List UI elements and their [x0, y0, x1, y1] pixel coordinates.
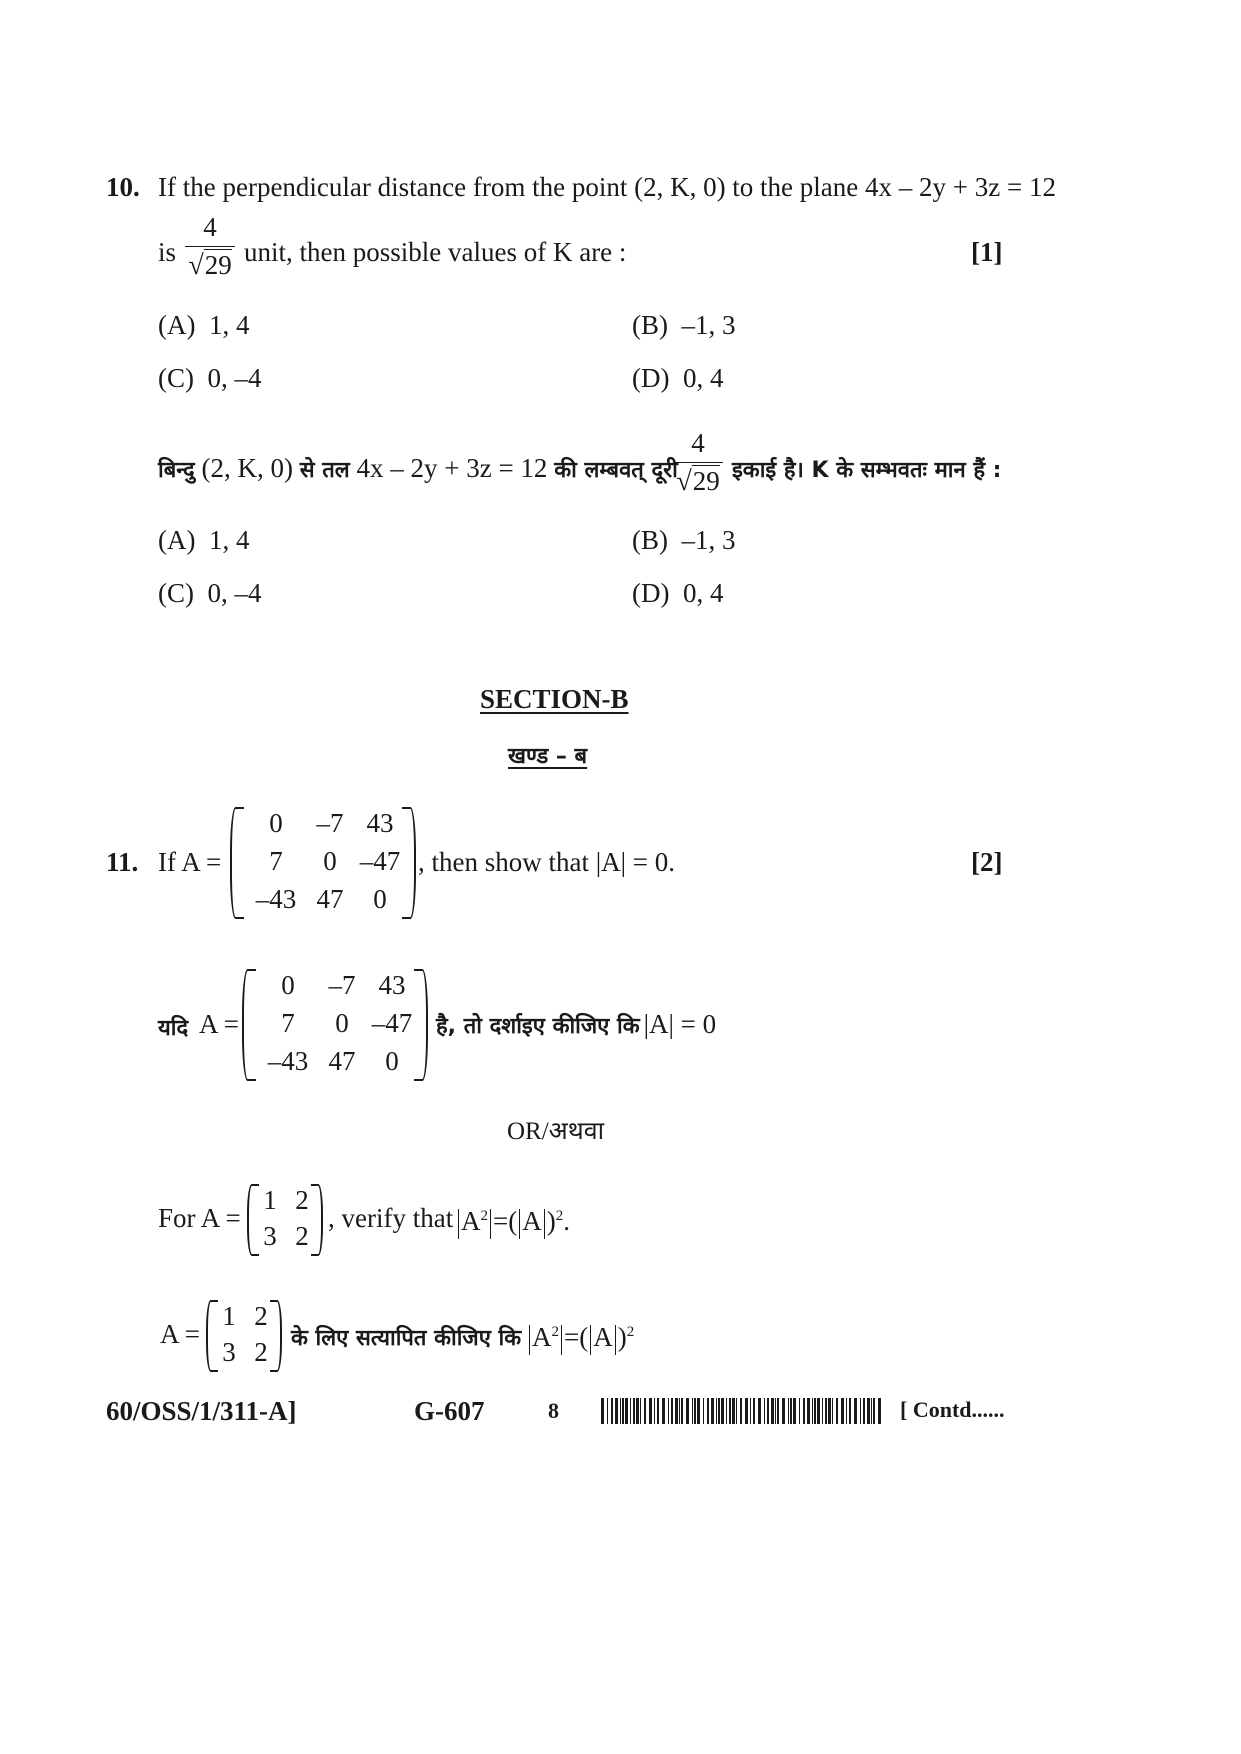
option-label: (C) [158, 578, 194, 608]
barcode-stripe [740, 1398, 742, 1424]
hindi-text: की लम्बवत् दूरी [554, 458, 678, 483]
barcode-stripe [615, 1398, 618, 1424]
q11-hindi-suffix [436, 1008, 716, 1040]
matrix-cell: 2 [254, 1301, 268, 1331]
matrix-cell: –47 [359, 846, 401, 876]
option-label: (D) [632, 578, 670, 608]
barcode-stripe [867, 1398, 870, 1424]
barcode-stripe [729, 1398, 731, 1424]
barcode-stripe [633, 1398, 635, 1424]
barcode-stripe [849, 1398, 851, 1424]
barcode-stripe [707, 1398, 709, 1424]
page-number: 8 [548, 1398, 559, 1423]
barcode-stripe [622, 1398, 624, 1424]
matrix-cell: 0 [385, 1046, 399, 1076]
barcode-stripe [675, 1398, 678, 1424]
barcode-stripe [788, 1398, 789, 1424]
barcode-stripe [767, 1398, 769, 1424]
barcode-stripe [753, 1398, 755, 1424]
barcode-stripe [750, 1398, 751, 1424]
barcode-stripe [836, 1398, 838, 1424]
barcode-stripe [863, 1398, 865, 1424]
q10-hindi-text [158, 452, 678, 487]
q10-hindi-text-end [732, 452, 1001, 487]
barcode-stripe [790, 1398, 792, 1424]
barcode-stripe [814, 1398, 816, 1424]
option-text: –1, 3 [681, 525, 736, 555]
q10-hindi-option-b [632, 524, 736, 556]
barcode-stripe [657, 1398, 659, 1424]
matrix-cell: 1 [222, 1301, 236, 1331]
barcode-stripe [686, 1398, 689, 1424]
alt-prefix: For A = [158, 1203, 241, 1233]
fraction-numerator: 4 [203, 212, 217, 242]
series-code: G-607 [414, 1396, 485, 1426]
barcode-stripe [799, 1398, 800, 1424]
q10-hindi-fraction: 4 √29 [673, 428, 723, 497]
q10-fraction: 4 √29 [185, 212, 235, 281]
alt-hindi-a: A = [160, 1319, 200, 1349]
matrix-cell: –7 [328, 970, 356, 1000]
matrix-cell: 2 [295, 1221, 309, 1251]
barcode-stripe [662, 1398, 665, 1424]
barcode-stripe [764, 1398, 765, 1424]
option-label: (A) [158, 525, 196, 555]
matrix-cell: 3 [222, 1337, 236, 1367]
barcode-stripe [681, 1398, 683, 1424]
barcode-stripe [721, 1398, 724, 1424]
q11-prefix: If A = [158, 847, 222, 877]
determinant-condition: |A| = 0 [643, 1009, 717, 1039]
barcode-stripe [860, 1398, 861, 1424]
alt-hindi-equation: $A^2$ =( A )$^2$ [527, 1316, 634, 1355]
alt-equation: $A^2$ =( A )$^2$. [456, 1200, 570, 1239]
barcode-stripe [871, 1398, 872, 1424]
alt-hindi-text: के लिए सत्यापित कीजिए कि [291, 1326, 522, 1351]
option-label: (A) [158, 310, 196, 340]
barcode-stripe [671, 1398, 673, 1424]
barcode-stripe [807, 1398, 810, 1424]
matrix-cell: 7 [269, 846, 283, 876]
barcode-stripe [832, 1398, 833, 1424]
barcode-stripe [817, 1398, 820, 1424]
matrix-cell: 2 [254, 1337, 268, 1367]
barcode-stripe [745, 1398, 748, 1424]
barcode-stripe [777, 1398, 779, 1424]
hindi-text: बिन्दु [158, 458, 195, 483]
matrix-cell: 43 [378, 970, 406, 1000]
barcode-stripe [703, 1398, 704, 1424]
barcode-stripe [625, 1398, 628, 1424]
hindi-text: इकाई है। K के सम्भवतः मान हैं : [732, 458, 1002, 483]
q10-option-d [632, 362, 723, 394]
q10-line2: unit, then possible values of K are : [244, 237, 627, 267]
matrix-cell: 0 [335, 1008, 349, 1038]
matrix-cell: 0 [281, 970, 295, 1000]
barcode-stripe [775, 1398, 776, 1424]
section-hindi-title: खण्ड – ब [508, 744, 588, 769]
option-label: (B) [632, 525, 668, 555]
q11-hindi-a: A = [199, 1009, 239, 1039]
barcode-stripe [636, 1398, 639, 1424]
matrix-cell: –7 [316, 808, 344, 838]
barcode-stripe [828, 1398, 831, 1424]
q10-line1: If the perpendicular distance from the point (2, K, 0) to the plane 4x – 2y + 3z = 12 [158, 172, 1056, 202]
barcode-stripe [640, 1398, 641, 1424]
barcode-icon [601, 1398, 885, 1424]
hindi-text: से तल [299, 458, 350, 483]
option-text: 0, 4 [682, 363, 724, 393]
matrix-cell: 47 [316, 884, 344, 914]
barcode-stripe [873, 1398, 875, 1424]
barcode-stripe [803, 1398, 805, 1424]
matrix-cell: 43 [366, 808, 394, 838]
q10-option-a [158, 309, 249, 341]
barcode-stripe [822, 1398, 823, 1424]
barcode-stripe [878, 1398, 881, 1424]
alt-suffix: , verify that [328, 1203, 454, 1233]
matrix-cell: 2 [295, 1185, 309, 1215]
option-label: (B) [632, 310, 668, 340]
barcode-stripe [611, 1398, 613, 1424]
paper-code: 60/OSS/1/311-A] [106, 1396, 297, 1426]
option-label: (D) [632, 363, 670, 393]
matrix-cell: –43 [255, 884, 297, 914]
matrix-cell: 47 [328, 1046, 356, 1076]
barcode-stripe [601, 1398, 604, 1424]
q10-option-b [632, 309, 736, 341]
alt-hindi-matrix [206, 1300, 282, 1370]
barcode-stripe [846, 1398, 847, 1424]
barcode-stripe [718, 1398, 720, 1424]
plane-equation: 4x – 2y + 3z = 12 [356, 453, 548, 483]
matrix-cell: 7 [281, 1008, 295, 1038]
matrix-cell: –47 [371, 1008, 413, 1038]
q10-hindi-option-a [158, 524, 249, 556]
q11-matrix [230, 807, 416, 917]
barcode-stripe [694, 1398, 696, 1424]
option-text: 1, 4 [208, 310, 250, 340]
q11-marks: [2] [971, 847, 1003, 877]
barcode-stripe [793, 1398, 796, 1424]
barcode-stripe [697, 1398, 700, 1424]
q11-hindi-matrix [242, 969, 428, 1079]
barcode-stripe [771, 1398, 774, 1424]
option-label: (C) [158, 363, 194, 393]
hindi-text: है, तो दर्शाइए कीजिए कि [436, 1014, 640, 1039]
barcode-stripe [711, 1398, 714, 1424]
section-title: SECTION-B [480, 684, 629, 714]
barcode-stripe [668, 1398, 669, 1424]
barcode-stripe [825, 1398, 827, 1424]
or-divider: OR/अथवा [507, 1118, 605, 1145]
fraction-denominator: 29 [204, 250, 232, 280]
barcode-stripe [854, 1398, 857, 1424]
barcode-stripe [679, 1398, 680, 1424]
q10-marks: [1] [971, 237, 1003, 267]
q11-number: 11. [106, 847, 139, 877]
option-text: 0, –4 [207, 363, 262, 393]
matrix-cell: 0 [373, 884, 387, 914]
matrix-cell: 0 [269, 808, 283, 838]
barcode-stripe [726, 1398, 727, 1424]
option-text: 0, –4 [207, 578, 262, 608]
q10-hindi-option-c [158, 577, 262, 609]
barcode-stripe [758, 1398, 761, 1424]
q11-suffix: , then show that |A| = 0. [418, 847, 676, 877]
barcode-stripe [732, 1398, 735, 1424]
barcode-stripe [620, 1398, 621, 1424]
alt-matrix [247, 1184, 323, 1254]
barcode-stripe [644, 1398, 646, 1424]
barcode-stripe [841, 1398, 844, 1424]
barcode-stripe [692, 1398, 693, 1424]
barcode-stripe [649, 1398, 652, 1424]
matrix-cell: 1 [263, 1185, 277, 1215]
barcode-stripe [782, 1398, 785, 1424]
q11-hindi-prefix: यदि [158, 1016, 189, 1041]
barcode-stripe [716, 1398, 717, 1424]
q10-option-c [158, 362, 262, 394]
option-text: –1, 3 [681, 310, 736, 340]
barcode-stripe [607, 1398, 608, 1424]
q10-is: is [158, 237, 177, 267]
matrix-cell: 0 [323, 846, 337, 876]
contd-label: [ Contd...... [900, 1397, 1005, 1422]
option-text: 1, 4 [208, 525, 250, 555]
barcode-stripe [630, 1398, 631, 1424]
option-text: 0, 4 [682, 578, 724, 608]
q10-number: 10. [106, 172, 140, 202]
matrix-cell: –43 [267, 1046, 309, 1076]
point: (2, K, 0) [201, 453, 293, 483]
fraction-denominator: 29 [692, 466, 720, 496]
barcode-stripe [736, 1398, 737, 1424]
fraction-numerator: 4 [691, 428, 705, 458]
q10-hindi-option-d [632, 577, 723, 609]
barcode-stripe [654, 1398, 655, 1424]
barcode-stripe [812, 1398, 813, 1424]
matrix-cell: 3 [263, 1221, 277, 1251]
